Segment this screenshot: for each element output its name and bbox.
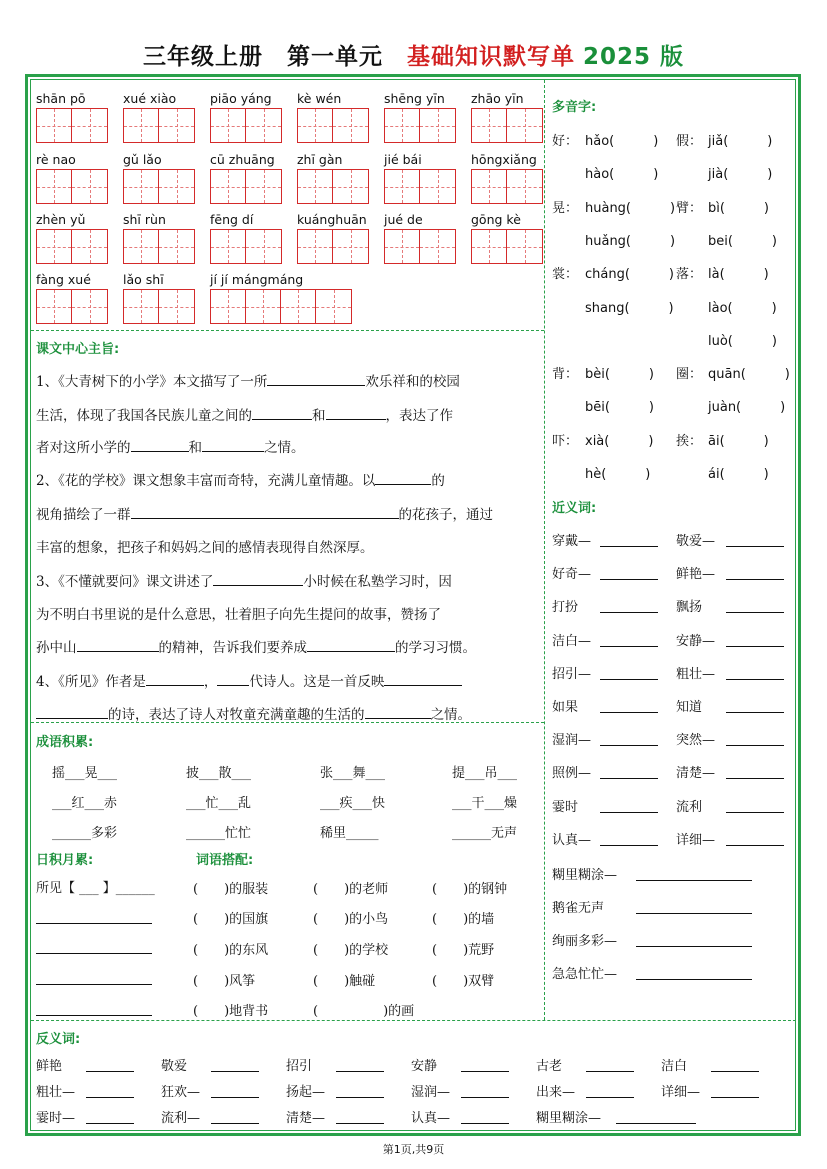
theme-line-5: 视角描绘了一群 的花孩子，通过 xyxy=(36,507,493,523)
divider-pinyin xyxy=(31,330,544,331)
pinyin-label: fēng dí xyxy=(210,212,254,227)
antonym-blank[interactable] xyxy=(336,1110,384,1124)
polyphone-reading: bèi( ) xyxy=(585,367,655,383)
polyphone-reading: xià( ) xyxy=(585,433,654,449)
polyphone-reading: hè( ) xyxy=(585,467,651,482)
pinyin-label: gōng kè xyxy=(471,212,521,227)
writing-cell xyxy=(385,170,420,203)
writing-box[interactable] xyxy=(210,289,352,324)
synonym-word: 详细— xyxy=(676,832,716,848)
pinyin-label: zhèn yǔ xyxy=(36,212,86,227)
synonym-word: 鲜艳— xyxy=(676,567,716,583)
synonym-word: 糊里糊涂— xyxy=(552,868,618,883)
polyphone-reading: bei( ) xyxy=(708,233,778,249)
daily-blank-2[interactable] xyxy=(36,940,152,954)
idiom-item: ___疾___快 xyxy=(320,796,386,811)
synonym-blank[interactable] xyxy=(600,765,658,779)
pinyin-label: gǔ lǎo xyxy=(123,152,162,167)
synonym-word: 穿戴— xyxy=(552,534,592,549)
idiom-item: ______忙忙 xyxy=(186,826,252,841)
polyphone-char: 挨： xyxy=(676,433,703,449)
theme-line-7: 3、《不懂就要问》课文讲述了 小时候在私塾学习时，因 xyxy=(36,574,452,590)
writing-cell xyxy=(211,290,246,323)
polyphone-char: 落： xyxy=(676,267,703,283)
synonym-word: 清楚— xyxy=(676,766,716,782)
writing-cell xyxy=(124,109,159,142)
writing-box[interactable] xyxy=(384,169,456,204)
synonym-word: 打扮 xyxy=(552,600,579,616)
antonym-word: 招引 xyxy=(286,1059,313,1074)
synonym-blank[interactable] xyxy=(726,699,784,713)
synonym-blank[interactable] xyxy=(636,867,752,881)
writing-box[interactable] xyxy=(471,229,543,264)
synonym-blank[interactable] xyxy=(726,832,784,846)
writing-cell xyxy=(298,170,333,203)
section-antonym-title: 反义词: xyxy=(36,1032,81,1047)
blank[interactable] xyxy=(131,438,189,452)
polyphone-char: 裳： xyxy=(552,267,579,283)
polyphone-reading: shang( ) xyxy=(585,300,674,316)
writing-box[interactable] xyxy=(123,289,195,324)
collocation-item: ( )触碰 xyxy=(313,974,376,989)
blank[interactable] xyxy=(384,672,462,686)
pinyin-label: kuánghuān xyxy=(297,212,367,227)
polyphone-reading: luò( ) xyxy=(708,333,777,349)
writing-cell xyxy=(385,230,420,263)
antonym-blank[interactable] xyxy=(711,1084,759,1098)
synonym-blank[interactable] xyxy=(726,666,784,680)
daily-blank-1[interactable] xyxy=(36,910,152,924)
daily-first-line: 所见【 ___ 】______ xyxy=(36,881,155,896)
pinyin-label: lǎo shī xyxy=(123,272,164,287)
synonym-word: 湿润— xyxy=(552,733,592,749)
theme-line-6: 丰富的想象，把孩子和妈妈之间的感情表现得自然深厚。 xyxy=(36,540,374,556)
title-main: 基础知识默写单 xyxy=(406,44,575,70)
pinyin-label: shī rùn xyxy=(123,212,166,227)
pinyin-label: piāo yáng xyxy=(210,91,272,106)
synonym-word: 安静— xyxy=(676,633,716,649)
writing-box[interactable] xyxy=(210,108,282,143)
collocation-item: ( )的钢钟 xyxy=(432,882,508,897)
divider-antonym xyxy=(31,1020,796,1021)
antonym-blank[interactable] xyxy=(211,1058,259,1072)
synonym-blank[interactable] xyxy=(600,666,658,680)
theme-line-8: 为不明白书里说的是什么意思，壮着胆子向先生提问的故事，赞扬了 xyxy=(36,607,441,623)
synonym-blank[interactable] xyxy=(726,732,784,746)
pinyin-label: fàng xué xyxy=(36,272,91,287)
synonym-word: 突然— xyxy=(676,733,716,749)
collocation-item: ( )风筝 xyxy=(193,974,256,989)
idiom-item: ______多彩 xyxy=(52,826,118,841)
polyphone-reading: jiǎ( ) xyxy=(708,134,773,149)
writing-box[interactable] xyxy=(36,229,108,264)
collocation-item: ( )双臂 xyxy=(432,974,495,989)
writing-box[interactable] xyxy=(297,169,369,204)
antonym-blank[interactable] xyxy=(461,1058,509,1072)
title-grade: 三年级上册 第一单元 xyxy=(142,44,383,70)
antonym-blank[interactable] xyxy=(86,1084,134,1098)
synonym-word: 认真— xyxy=(552,832,592,848)
theme-line-10: 4、《所见》作者是 ， 代诗人。这是一首反映 xyxy=(36,670,462,690)
writing-cell xyxy=(298,230,333,263)
synonym-blank[interactable] xyxy=(600,566,658,580)
writing-cell xyxy=(124,170,159,203)
theme-line-4: 2、《花的学校》课文想象丰富而奇特，充满儿童情趣。以 的 xyxy=(36,473,445,489)
collocation-item: ( )的小鸟 xyxy=(313,912,389,927)
writing-cell xyxy=(246,109,281,142)
idiom-item: 张___舞___ xyxy=(320,766,386,781)
antonym-blank[interactable] xyxy=(461,1084,509,1098)
antonym-blank[interactable] xyxy=(336,1084,384,1098)
antonym-word: 详细— xyxy=(661,1085,701,1100)
antonym-word: 认真— xyxy=(411,1111,451,1126)
antonym-blank[interactable] xyxy=(711,1058,759,1072)
collocation-item: ( )的画 xyxy=(313,1004,415,1019)
blank[interactable] xyxy=(307,638,395,652)
collocation-item: ( )的墙 xyxy=(432,912,495,927)
writing-cell xyxy=(333,230,368,263)
synonym-word: 知道 xyxy=(676,700,703,715)
blank[interactable] xyxy=(146,672,204,686)
writing-box[interactable] xyxy=(36,169,108,204)
writing-box[interactable] xyxy=(123,108,195,143)
blank[interactable] xyxy=(375,471,431,485)
section-synonym-title: 近义词: xyxy=(552,501,597,516)
writing-cell xyxy=(246,170,281,203)
daily-blank-4[interactable] xyxy=(36,1002,152,1016)
synonym-word: 好奇— xyxy=(552,567,592,583)
blank[interactable] xyxy=(267,372,365,386)
writing-cell xyxy=(159,290,194,323)
pinyin-label: rè nao xyxy=(36,152,76,167)
writing-cell xyxy=(72,109,107,142)
antonym-blank[interactable] xyxy=(336,1058,384,1072)
polyphone-reading: bēi( ) xyxy=(585,400,655,416)
blank[interactable] xyxy=(365,705,431,719)
writing-cell xyxy=(420,109,455,142)
blank[interactable] xyxy=(217,672,249,686)
idiom-item: 稀里_____ xyxy=(320,826,379,841)
pinyin-label: jué de xyxy=(384,212,423,227)
idiom-item: ___干___燥 xyxy=(452,796,518,811)
writing-cell xyxy=(37,109,72,142)
antonym-blank[interactable] xyxy=(586,1058,634,1072)
synonym-blank[interactable] xyxy=(726,799,784,813)
writing-cell xyxy=(211,170,246,203)
synonym-blank[interactable] xyxy=(600,533,658,547)
writing-box[interactable] xyxy=(297,229,369,264)
synonym-blank[interactable] xyxy=(636,933,752,947)
synonym-word: 霎时 xyxy=(552,799,579,815)
writing-cell xyxy=(472,109,507,142)
synonym-word: 敬爱— xyxy=(676,534,716,549)
writing-cell xyxy=(472,170,507,203)
writing-cell xyxy=(159,170,194,203)
collocation-item: ( )的国旗 xyxy=(193,912,269,927)
writing-cell xyxy=(281,290,316,323)
synonym-word: 洁白— xyxy=(552,633,592,649)
collocation-item: ( )的老师 xyxy=(313,882,389,897)
antonym-word: 流利— xyxy=(161,1111,201,1126)
antonym-word: 狂欢— xyxy=(161,1085,201,1100)
idiom-item: ___红___赤 xyxy=(52,796,118,811)
polyphone-reading: hǎo( ) xyxy=(585,134,659,149)
pinyin-label: hōngxiǎng xyxy=(471,152,537,167)
polyphone-reading: quān( ) xyxy=(708,367,790,383)
blank[interactable] xyxy=(202,438,264,452)
synonym-blank[interactable] xyxy=(726,633,784,647)
antonym-word: 安静 xyxy=(411,1059,438,1074)
blank[interactable] xyxy=(252,406,312,420)
synonym-word: 飘扬 xyxy=(676,600,703,616)
antonym-word: 湿润— xyxy=(411,1085,451,1100)
antonym-word: 古老 xyxy=(536,1059,563,1074)
antonym-word: 糊里糊涂— xyxy=(536,1111,602,1126)
writing-cell xyxy=(124,290,159,323)
polyphone-char: 背： xyxy=(552,367,579,383)
synonym-word: 鹅雀无声 xyxy=(552,901,605,916)
collocation-item: ( )的服装 xyxy=(193,882,269,897)
antonym-blank[interactable] xyxy=(461,1110,509,1124)
antonym-blank[interactable] xyxy=(211,1110,259,1124)
theme-line-9: 孙中山 的精神，告诉我们要养成 的学习习惯。 xyxy=(36,640,476,656)
collocation-item: ( )的学校 xyxy=(313,943,389,958)
writing-box[interactable] xyxy=(471,169,543,204)
writing-cell xyxy=(37,170,72,203)
polyphone-reading: cháng( ) xyxy=(585,267,674,283)
polyphone-char: 好： xyxy=(552,134,579,149)
section-idiom-title: 成语积累: xyxy=(36,735,94,750)
page-footer: 第1页,共9页 xyxy=(382,1143,445,1156)
polyphone-reading: bì( ) xyxy=(708,200,770,216)
writing-cell xyxy=(246,290,281,323)
polyphone-reading: huǎng( ) xyxy=(585,233,676,249)
pinyin-label: shēng yīn xyxy=(384,91,445,106)
page-title xyxy=(0,38,827,71)
writing-cell xyxy=(385,109,420,142)
daily-blank-3[interactable] xyxy=(36,971,152,985)
writing-cell xyxy=(420,170,455,203)
blank[interactable] xyxy=(326,406,386,420)
synonym-blank[interactable] xyxy=(726,566,784,580)
writing-cell xyxy=(159,230,194,263)
writing-box[interactable] xyxy=(384,108,456,143)
synonym-blank[interactable] xyxy=(600,832,658,846)
theme-line-1: 1、《大青树下的小学》本文描写了一所 欢乐祥和的校园 xyxy=(36,374,460,390)
antonym-word: 敬爱 xyxy=(161,1059,188,1074)
pinyin-label: jié bái xyxy=(384,152,422,167)
writing-box[interactable] xyxy=(210,169,282,204)
polyphone-reading: āi( ) xyxy=(708,433,769,449)
writing-box[interactable] xyxy=(36,289,108,324)
writing-cell xyxy=(211,109,246,142)
writing-cell xyxy=(507,230,542,263)
writing-cell xyxy=(507,109,542,142)
writing-box[interactable] xyxy=(297,108,369,143)
writing-cell xyxy=(298,109,333,142)
writing-cell xyxy=(316,290,351,323)
antonym-blank[interactable] xyxy=(86,1110,134,1124)
polyphone-char: 臂： xyxy=(676,200,703,216)
polyphone-reading: ái( ) xyxy=(708,467,769,482)
writing-box[interactable] xyxy=(123,229,195,264)
antonym-word: 扬起— xyxy=(286,1085,326,1100)
writing-cell xyxy=(159,109,194,142)
synonym-word: 粗壮— xyxy=(676,666,716,682)
blank[interactable] xyxy=(77,638,159,652)
polyphone-reading: hào( ) xyxy=(585,167,659,183)
writing-box[interactable] xyxy=(123,169,195,204)
pinyin-label: zhī gàn xyxy=(297,152,343,167)
writing-box[interactable] xyxy=(471,108,543,143)
writing-cell xyxy=(72,230,107,263)
synonym-word: 流利 xyxy=(676,799,703,815)
section-polyphone-title: 多音字: xyxy=(552,100,597,115)
writing-cell xyxy=(246,230,281,263)
section-collocation-title: 词语搭配: xyxy=(196,853,254,868)
polyphone-char: 圈： xyxy=(676,367,703,383)
writing-cell xyxy=(124,230,159,263)
pinyin-label: jí jí mángmáng xyxy=(210,272,304,287)
antonym-blank[interactable] xyxy=(211,1084,259,1098)
synonym-blank[interactable] xyxy=(600,799,658,813)
pinyin-label: kè wén xyxy=(297,91,342,106)
writing-cell xyxy=(333,109,368,142)
writing-box[interactable] xyxy=(384,229,456,264)
section-theme-title: 课文中心主旨: xyxy=(36,342,120,357)
pinyin-label: zhāo yīn xyxy=(471,91,524,106)
column-divider xyxy=(544,80,545,1020)
synonym-blank[interactable] xyxy=(600,732,658,746)
pinyin-label: shān pō xyxy=(36,91,86,106)
synonym-blank[interactable] xyxy=(726,765,784,779)
title-version: 2025 版 xyxy=(582,44,685,70)
idiom-item: 披___散___ xyxy=(186,766,252,781)
pinyin-label: xué xiào xyxy=(123,91,177,106)
polyphone-reading: lào( ) xyxy=(708,300,777,316)
writing-cell xyxy=(420,230,455,263)
pinyin-label: cū zhuāng xyxy=(210,152,275,167)
theme-line-11: 的诗，表达了诗人对牧童充满童趣的生活的 之情。 xyxy=(36,703,471,723)
writing-cell xyxy=(507,170,542,203)
collocation-item: ( )的东风 xyxy=(193,943,269,958)
antonym-word: 出来— xyxy=(536,1085,576,1100)
synonym-blank[interactable] xyxy=(726,599,784,613)
collocation-item: ( )荒野 xyxy=(432,943,495,958)
polyphone-char: 吓： xyxy=(552,433,579,449)
blank[interactable] xyxy=(131,505,399,519)
antonym-blank[interactable] xyxy=(86,1058,134,1072)
blank[interactable] xyxy=(36,705,108,719)
idiom-item: 提___吊___ xyxy=(452,766,518,781)
writing-cell xyxy=(211,230,246,263)
theme-line-2: 生活，体现了我国各民族儿童之间的 和 ，表达了作 xyxy=(36,408,453,424)
theme-line-3: 者对这所小学的 和 之情。 xyxy=(36,440,305,456)
synonym-word: 绚丽多彩— xyxy=(552,934,618,949)
antonym-blank[interactable] xyxy=(616,1110,696,1124)
antonym-word: 清楚— xyxy=(286,1111,326,1126)
synonym-word: 招引— xyxy=(552,666,592,682)
writing-box[interactable] xyxy=(210,229,282,264)
synonym-blank[interactable] xyxy=(636,900,752,914)
antonym-word: 洁白 xyxy=(661,1059,688,1074)
synonym-word: 照例— xyxy=(552,766,592,782)
polyphone-char: 假： xyxy=(676,134,703,149)
section-daily-title: 日积月累: xyxy=(36,853,94,868)
synonym-blank[interactable] xyxy=(600,599,658,613)
writing-cell xyxy=(37,290,72,323)
polyphone-reading: juàn( ) xyxy=(708,400,786,416)
antonym-word: 粗壮— xyxy=(36,1085,76,1100)
idiom-item: ___忙___乱 xyxy=(186,796,252,811)
collocation-item: ( )地背书 xyxy=(193,1004,269,1019)
blank[interactable] xyxy=(213,572,303,586)
idiom-item: ______无声 xyxy=(452,826,518,841)
writing-box[interactable] xyxy=(36,108,108,143)
antonym-word: 霎时— xyxy=(36,1111,76,1126)
writing-cell xyxy=(72,170,107,203)
polyphone-reading: là( ) xyxy=(708,267,769,283)
antonym-word: 鲜艳 xyxy=(36,1059,63,1074)
polyphone-char: 晃： xyxy=(552,200,579,216)
writing-cell xyxy=(37,230,72,263)
synonym-word: 如果 xyxy=(552,700,579,715)
synonym-word: 急急忙忙— xyxy=(552,967,618,982)
polyphone-reading: jià( ) xyxy=(708,167,773,183)
writing-cell xyxy=(472,230,507,263)
writing-cell xyxy=(333,170,368,203)
writing-cell xyxy=(72,290,107,323)
idiom-item: 摇___晃___ xyxy=(52,766,118,781)
antonym-blank[interactable] xyxy=(586,1084,634,1098)
synonym-blank[interactable] xyxy=(600,699,658,713)
synonym-blank[interactable] xyxy=(600,633,658,647)
synonym-blank[interactable] xyxy=(726,533,784,547)
polyphone-reading: huàng( ) xyxy=(585,200,676,216)
synonym-blank[interactable] xyxy=(636,966,752,980)
